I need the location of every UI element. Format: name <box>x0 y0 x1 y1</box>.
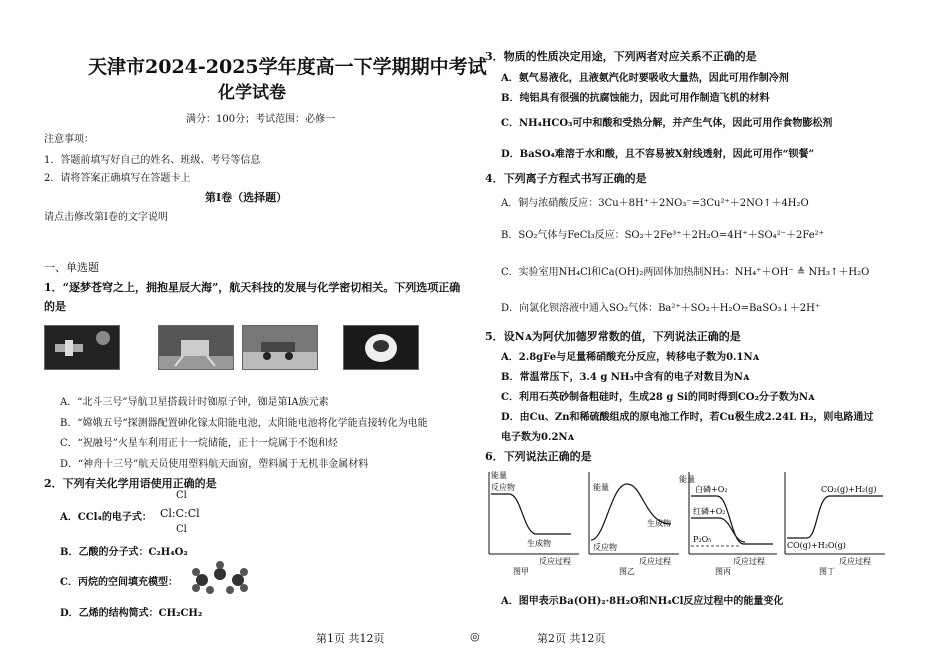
q1-option-b: B．“嫦娥五号”探测器配置砷化镓太阳能电池，太阳能电池将化学能直接转化为电能 <box>60 418 428 429</box>
q2-option-d: D．乙烯的结构简式：CH₂CH₂ <box>60 608 203 619</box>
exam-title: 天津市2024-2025学年度高一下学期期中考试 <box>88 56 487 78</box>
q3-stem: 3．物质的性质决定用途，下列两者对应关系不正确的是 <box>485 50 757 63</box>
q2-stem: 2．下列有关化学用语使用正确的是 <box>44 477 217 490</box>
q6-option-a: A．图甲表示Ba(OH)₂·8H₂O和NH₄Cl反应过程中的能量变化 <box>501 596 784 607</box>
score-info: 满分：100分；考试范围：必修一 <box>186 114 336 125</box>
q3-option-a: A．氨气易液化，且液氨汽化时要吸收大量热，因此可用作制冷剂 <box>501 73 789 84</box>
q5-option-c: C．利用石英砂制备粗硅时，生成28 g Si的同时得到CO₂分子数为Nᴀ <box>501 392 815 403</box>
energy-graph-d <box>779 466 891 578</box>
q1-option-c: C．“祝融号”火星车利用正十一烷储能，正十一烷属于不饱和烃 <box>60 438 338 449</box>
exam-subtitle: 化学试卷 <box>218 83 286 103</box>
q6-stem: 6．下列说法正确的是 <box>485 450 592 463</box>
graph-x-label: 反应过程 <box>733 557 765 566</box>
q4-stem: 4．下列离子方程式书写正确的是 <box>485 172 647 185</box>
q2-option-b: B．乙酸的分子式：C₂H₄O₂ <box>60 547 188 558</box>
graph-label: 反应物 <box>593 543 617 552</box>
q4-option-b: B．SO₂气体与FeCl₃反应：SO₂＋2Fe³⁺＋2H₂O=4H⁺＋SO₄²⁻＋2Fe²⁺ <box>501 230 824 241</box>
graph-caption: 图丁 <box>819 567 835 576</box>
q5-option-d: D．由Cu、Zn和稀硫酸组成的原电池工作时，若Cu极生成2.24L H₂，则电路通过 <box>501 412 874 423</box>
rover-photo <box>242 325 318 370</box>
energy-graph-a <box>483 466 583 578</box>
q2-option-a: A．CCl₄的电子式： <box>60 512 152 523</box>
q5-option-b: B．常温常压下，3.4 g NH₃中含有的电子对数目为Nᴀ <box>501 372 750 383</box>
graph-label: 红磷+O₂ <box>693 507 726 516</box>
q3-option-b: B．纯铝具有很强的抗腐蚀能力，因此可用作制造飞机的材料 <box>501 93 770 104</box>
q1-option-d: D．“神舟十三号”航天员使用塑料航天面窗，塑料属于无机非金属材料 <box>60 459 369 470</box>
graph-caption: 图甲 <box>513 567 529 576</box>
graph-label: 生成物 <box>647 519 671 528</box>
q3-option-c: C．NH₄HCO₃可中和酸和受热分解，并产生气体，因此可用作食物膨松剂 <box>501 118 833 129</box>
astronaut-photo <box>343 325 419 370</box>
note-item: 1．答题前填写好自己的姓名、班级、考号等信息 <box>44 155 261 166</box>
q5-stem: 5．设Nᴀ为阿伏加德罗常数的值，下列说法正确的是 <box>485 330 741 343</box>
q1-stem: 1．“逐梦苍穹之上，拥抱星辰大海”，航天科技的发展与化学密切相关。下列选项正确 <box>44 281 461 294</box>
graph-caption: 图乙 <box>619 567 635 576</box>
q1-stem-cont: 的是 <box>44 300 66 313</box>
right-page <box>475 0 950 671</box>
page-number-left: 第1页 共12页 <box>316 632 385 645</box>
notes-heading: 注意事项： <box>44 134 94 145</box>
satellite-photo <box>44 325 120 370</box>
graph-x-label: 反应过程 <box>639 557 671 566</box>
q5-option-a: A．2.8gFe与足量稀硝酸充分反应，转移电子数为0.1Nᴀ <box>501 352 760 363</box>
q3-option-d: D．BaSO₄难溶于水和酸，且不容易被X射线透射，因此可用作“钡餐” <box>501 149 815 160</box>
part-hint: 请点击修改第I卷的文字说明 <box>44 212 168 223</box>
page-number-right: 第2页 共12页 <box>537 632 606 645</box>
q4-option-c: C．实验室用NH₄Cl和Ca(OH)₂两固体加热制NH₃：NH₄⁺＋OH⁻ ≜ NH₃↑＋H₂O <box>501 267 870 278</box>
q4-option-d: D．向氯化钡溶液中通入SO₂气体：Ba²⁺＋SO₂＋H₂O=BaSO₃↓＋2H⁺ <box>501 303 821 314</box>
graph-label: 反应物 <box>491 483 515 492</box>
graph-caption: 图丙 <box>715 567 731 576</box>
lewis-top: Cl <box>176 490 187 501</box>
binding-mark: ◎ <box>470 630 480 643</box>
section-heading: 一、单选题 <box>44 261 99 274</box>
part-title: 第I卷（选择题） <box>205 191 288 204</box>
note-item: 2．请将答案正确填写在答题卡上 <box>44 173 191 184</box>
q4-option-a: A．铜与浓硝酸反应：3Cu＋8H⁺＋2NO₃⁻=3Cu²⁺＋2NO↑＋4H₂O <box>501 198 809 209</box>
energy-graph-c <box>679 466 783 578</box>
lewis-bottom: Cl <box>176 524 187 535</box>
q5-option-d-cont: 电子数为0.2Nᴀ <box>501 432 574 443</box>
q1-option-a: A．“北斗三号”导航卫星搭载计时铷原子钟，铷是第IA族元素 <box>60 397 329 408</box>
q2-option-c: C．丙烷的空间填充模型： <box>60 577 178 588</box>
graph-label: CO(g)+H₂O(g) <box>787 541 846 550</box>
graph-label: 生成物 <box>527 539 551 548</box>
lander-photo <box>158 325 234 370</box>
lewis-middle: Cl:C:Cl <box>160 507 200 520</box>
graph-y-label: 能量 <box>491 471 507 480</box>
graph-x-label: 反应过程 <box>539 557 571 566</box>
graph-y-label: 能量 <box>679 475 695 484</box>
graph-x-label: 反应过程 <box>839 557 871 566</box>
graph-y-label: 能量 <box>593 483 609 492</box>
graph-label: CO₂(g)+H₂(g) <box>821 485 877 494</box>
energy-graph-b <box>583 466 683 578</box>
propane-model <box>190 560 250 596</box>
graph-label: P₂O₅ <box>693 535 712 544</box>
graph-label: 白磷+O₂ <box>695 485 728 494</box>
